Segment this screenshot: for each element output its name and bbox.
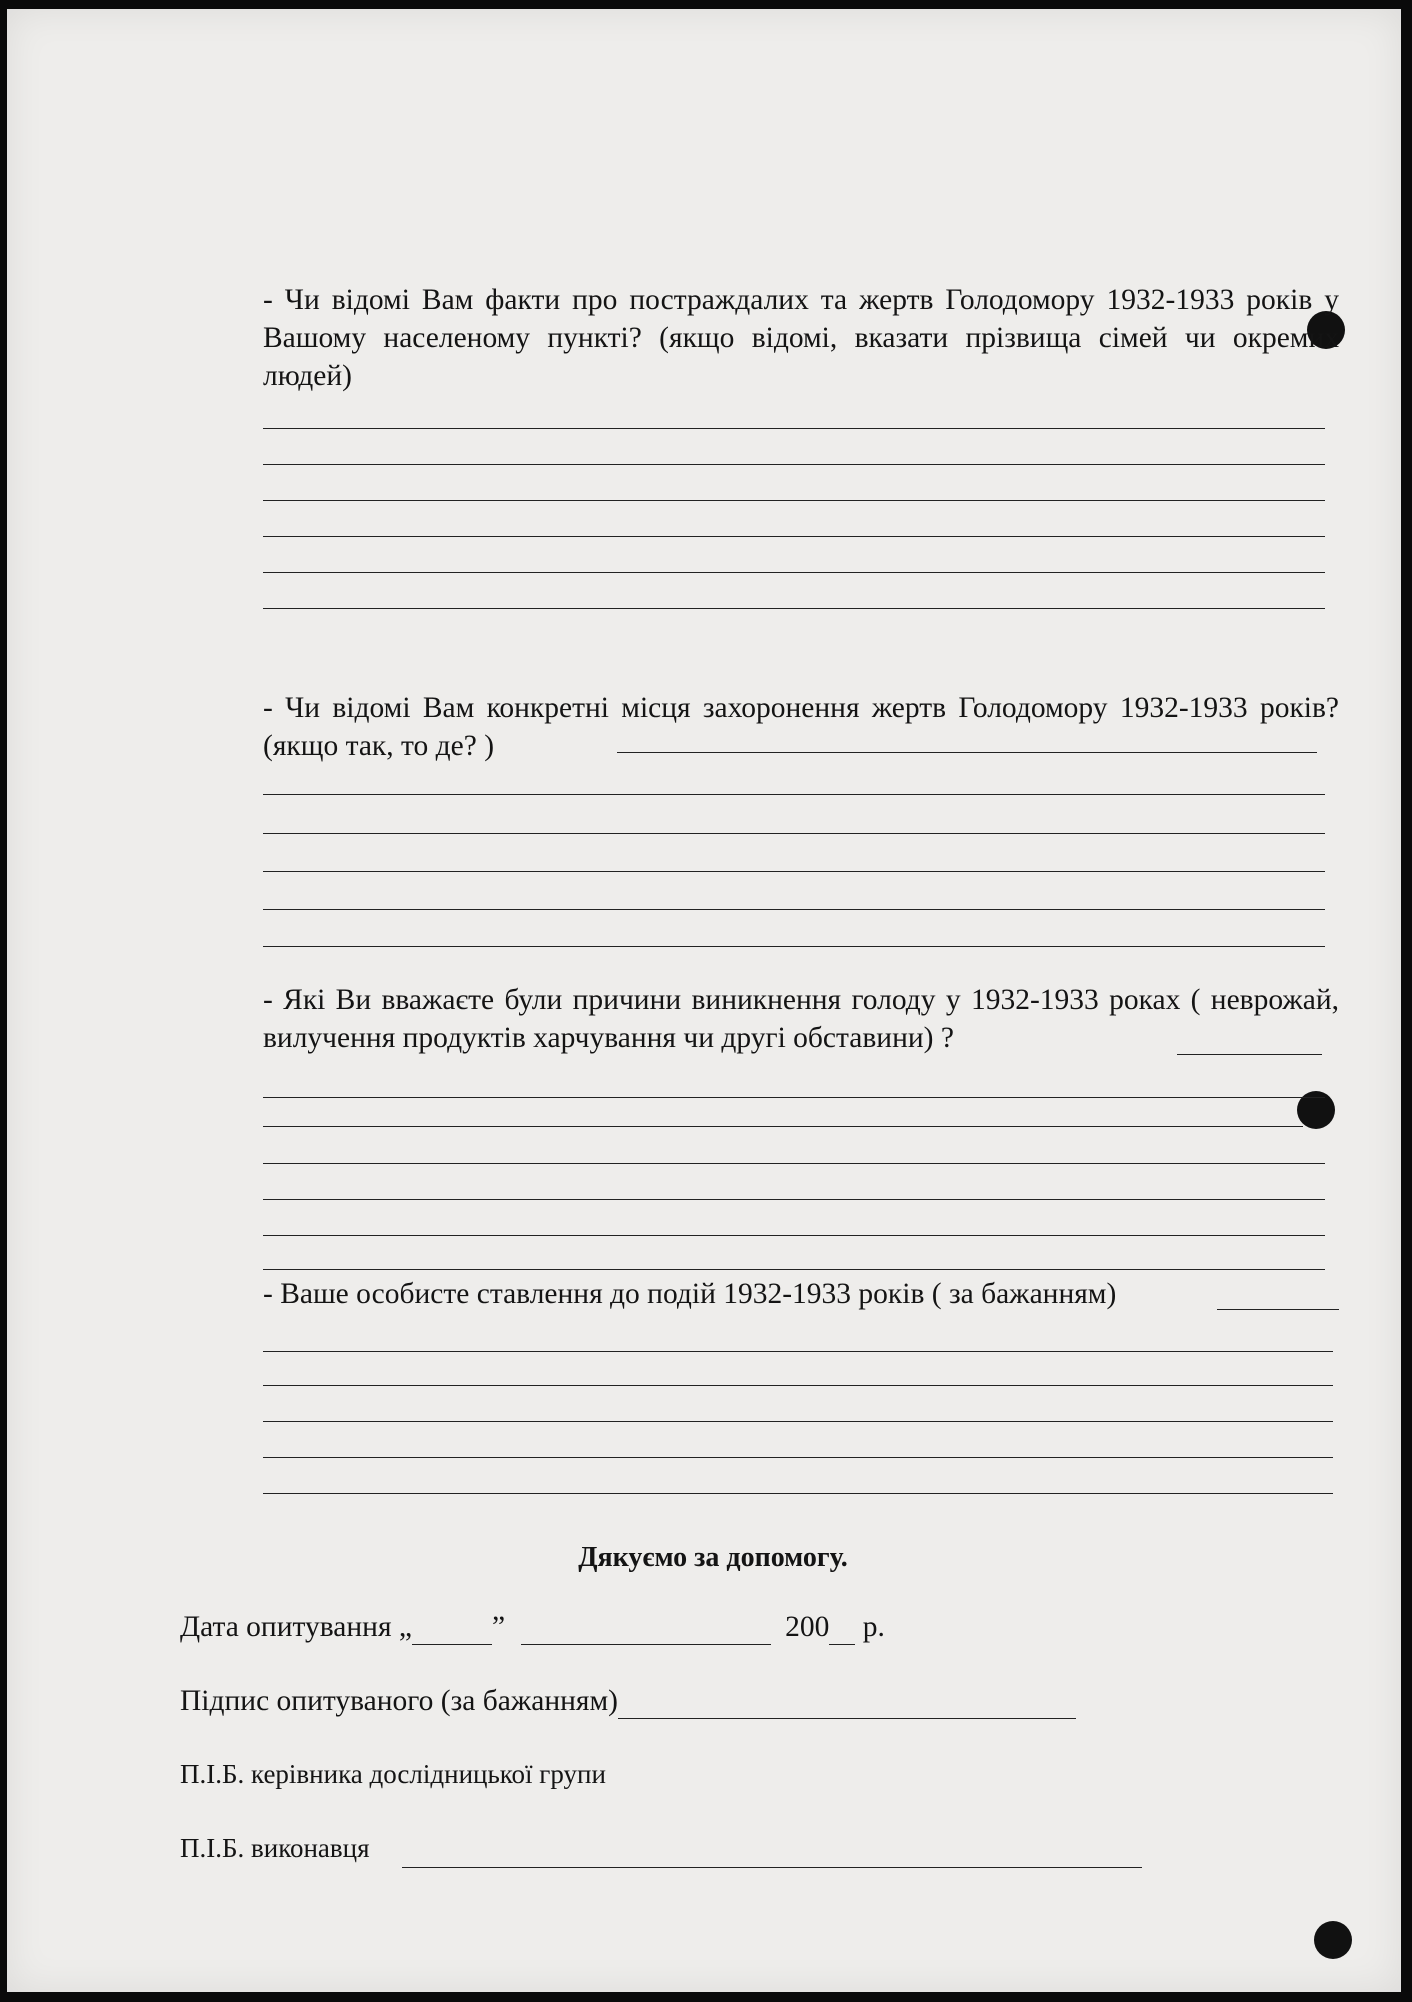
answer-line <box>263 1163 1325 1164</box>
answer-line <box>617 752 1317 753</box>
answer-line <box>263 572 1325 573</box>
answer-line <box>402 1867 1142 1868</box>
answer-line <box>263 833 1325 834</box>
answer-line <box>263 1199 1325 1200</box>
answer-line <box>263 1269 1325 1270</box>
answer-line <box>263 946 1325 947</box>
question-2-text: - Чи відомі Вам конкретні місця захоронення жертв Голодомору 1932-1933 років? (якщо так, то де? ) <box>263 692 1339 762</box>
thanks-text: Дякуємо за допомогу. <box>578 1542 848 1573</box>
questionnaire-sheet <box>7 9 1401 1992</box>
answer-line <box>263 1097 1325 1098</box>
answer-line <box>263 536 1325 537</box>
answer-line <box>263 1457 1333 1458</box>
question-1-text: - Чи відомі Вам факти про постраждалих та жертв Голодомору 1932-1933 років у Вашому населеному пункті? (якщо відомі, вказати прізвища сімей чи окремих людей) <box>263 284 1339 392</box>
answer-line <box>263 1126 1303 1127</box>
group-leader-label: П.І.Б. керівника дослідницької групи <box>180 1759 606 1789</box>
answer-line <box>1217 1309 1339 1310</box>
answer-line <box>263 794 1325 795</box>
answer-line <box>263 1493 1333 1494</box>
answer-line <box>263 608 1325 609</box>
answer-line <box>263 1385 1333 1386</box>
performer-label: П.І.Б. виконавця <box>180 1833 370 1863</box>
answer-line <box>263 464 1325 465</box>
answer-line <box>263 1351 1333 1352</box>
answer-line <box>263 1421 1333 1422</box>
punch-hole <box>1314 1921 1352 1959</box>
answer-line <box>263 1235 1325 1236</box>
answer-line <box>263 871 1325 872</box>
answer-line <box>263 909 1325 910</box>
question-3-text: - Які Ви вважаєте були причини виникнення голоду у 1932-1933 роках ( неврожай, вилучення продуктів харчування чи другі обставини) ? <box>263 984 1339 1054</box>
signature-label: Підпис опитуваного (за бажанням) <box>180 1685 1076 1719</box>
answer-line <box>1177 1054 1322 1055</box>
question-4-text: - Ваше особисте ставлення до подій 1932-1933 років ( за бажанням) <box>263 1278 1117 1310</box>
survey-date-label: Дата опитування „ ” 200 р. <box>180 1611 885 1643</box>
answer-line <box>263 500 1325 501</box>
answer-line <box>263 428 1325 429</box>
